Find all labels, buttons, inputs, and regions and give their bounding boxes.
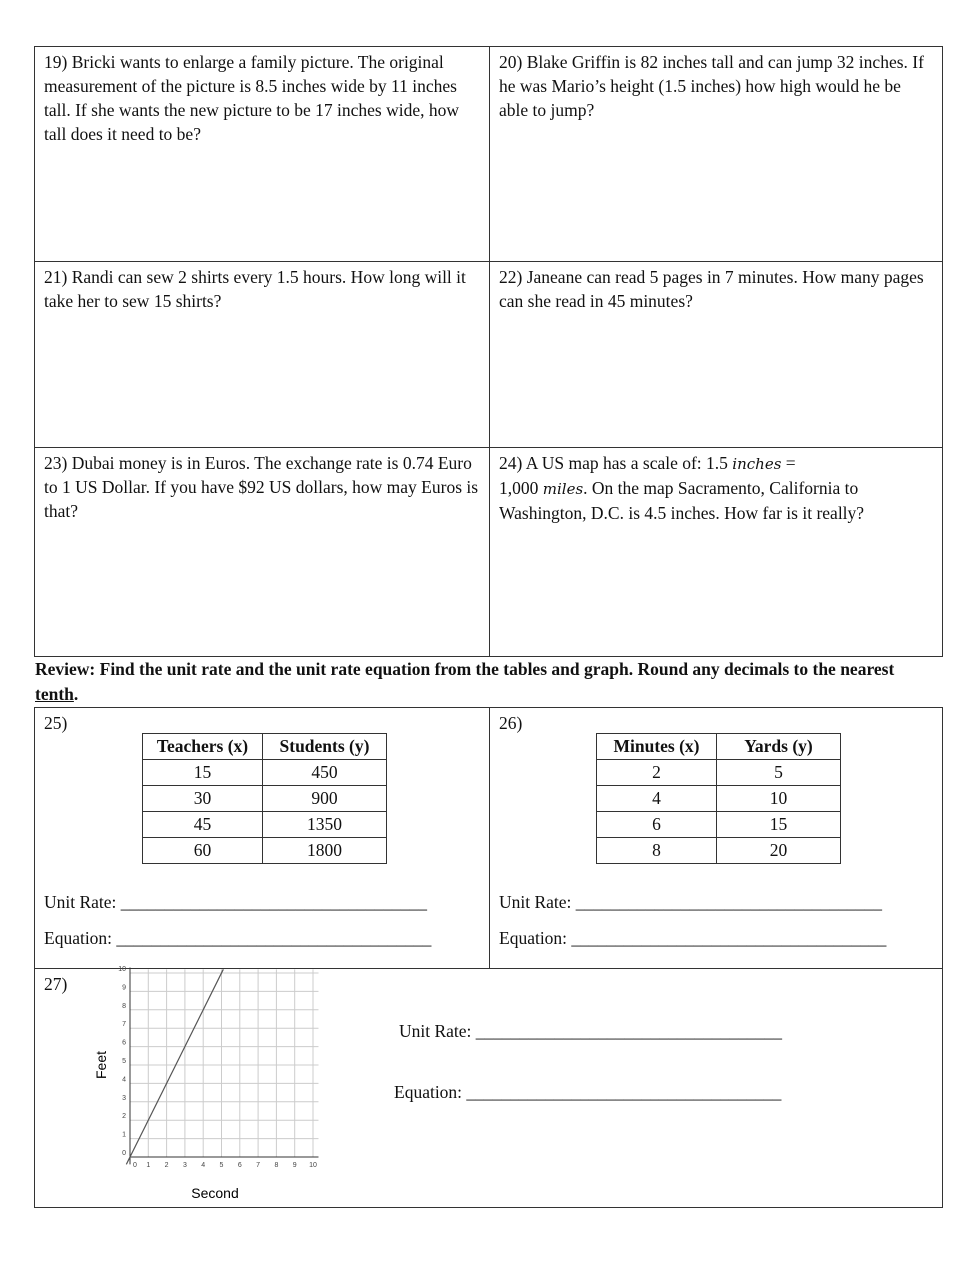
header: Yards (y) bbox=[717, 734, 841, 760]
problem-22 bbox=[489, 261, 943, 448]
cell: 30 bbox=[143, 786, 263, 812]
x-tick-label: 2 bbox=[164, 1162, 169, 1169]
cell: 450 bbox=[263, 760, 387, 786]
cell: 4 bbox=[597, 786, 717, 812]
p24b: 1,000 bbox=[499, 478, 543, 498]
x-tick-label: 3 bbox=[182, 1162, 187, 1169]
y-tick-label: 8 bbox=[122, 1002, 126, 1010]
p24-miles: miles bbox=[542, 480, 584, 498]
cell: 1350 bbox=[263, 812, 387, 838]
x-tick-label: 8 bbox=[274, 1162, 279, 1169]
problem-23 bbox=[34, 447, 490, 657]
series-line bbox=[126, 969, 223, 1164]
problem-19 bbox=[34, 46, 490, 262]
p25-equation[interactable]: Equation: ____________________________________ bbox=[44, 928, 432, 948]
p25-label: 25) bbox=[44, 713, 68, 733]
x-tick-label: 7 bbox=[256, 1162, 261, 1169]
x-tick-label: 4 bbox=[201, 1162, 206, 1169]
p27-unit-rate[interactable]: Unit Rate: ___________________________________ bbox=[399, 1021, 783, 1041]
cell: 8 bbox=[597, 838, 717, 864]
review-instructions bbox=[35, 657, 935, 707]
header: Students (y) bbox=[263, 734, 387, 760]
x-axis-label: Second bbox=[191, 1185, 239, 1201]
p26-unit-rate[interactable]: Unit Rate: ___________________________________ bbox=[499, 892, 883, 912]
review-underlined: tenth bbox=[35, 684, 74, 704]
y-tick-label: 9 bbox=[122, 984, 126, 992]
x-tick-label: 5 bbox=[219, 1162, 224, 1169]
p24c: . On the map Sacramento, California to Washington, D.C. is 4.5 inches. How far is it really? bbox=[499, 478, 865, 523]
review-end: . bbox=[73, 684, 79, 704]
p25-table bbox=[142, 733, 387, 864]
header: Minutes (x) bbox=[597, 734, 717, 760]
p24-eq: = bbox=[781, 453, 796, 473]
p24-inches: inches bbox=[732, 455, 782, 473]
cell: 900 bbox=[263, 786, 387, 812]
y-tick-label: 0 bbox=[122, 1150, 126, 1157]
problem-25 bbox=[34, 707, 490, 969]
problem-26 bbox=[489, 707, 943, 969]
cell: 45 bbox=[143, 812, 263, 838]
cell: 1800 bbox=[263, 838, 387, 864]
x-tick-label: 9 bbox=[292, 1162, 297, 1169]
header: Teachers (x) bbox=[143, 734, 263, 760]
problem-20 bbox=[489, 46, 943, 262]
p26-equation[interactable]: Equation: ____________________________________ bbox=[499, 928, 887, 948]
y-axis-label: Feet bbox=[93, 1050, 109, 1080]
cell: 15 bbox=[143, 760, 263, 786]
cell: 20 bbox=[717, 838, 841, 864]
p24a: 24) A US map has a scale of: 1.5 bbox=[499, 453, 733, 473]
problem-19-text: 19) Bricki wants to enlarge a family picture. The original measurement of the picture is 8.5 inches wide by 11 inches tall. If she wants the new picture to be 17 inches wide, how tall does it need to be? bbox=[44, 52, 460, 144]
problem-21 bbox=[34, 261, 490, 448]
p25-unit-rate[interactable]: Unit Rate: ___________________________________ bbox=[44, 892, 428, 912]
problem-20-text: 20) Blake Griffin is 82 inches tall and can jump 32 inches. If he was Mario’s height (1.5 inches) how high would he be able to jump? bbox=[499, 52, 924, 120]
cell: 6 bbox=[597, 812, 717, 838]
x-tick-label: 0 bbox=[133, 1162, 137, 1169]
x-tick-label: 10 bbox=[309, 1162, 317, 1169]
cell: 5 bbox=[717, 760, 841, 786]
cell: 60 bbox=[143, 838, 263, 864]
y-tick-label: 4 bbox=[122, 1076, 126, 1084]
cell: 2 bbox=[597, 760, 717, 786]
y-tick-label: 10 bbox=[118, 966, 126, 973]
problem-24 bbox=[489, 447, 943, 657]
y-tick-label: 3 bbox=[122, 1094, 126, 1102]
cell: 10 bbox=[717, 786, 841, 812]
p26-table bbox=[596, 733, 841, 864]
problem-22-text: 22) Janeane can read 5 pages in 7 minutes. How many pages can she read in 45 minutes? bbox=[499, 267, 924, 311]
p26-label: 26) bbox=[499, 713, 523, 733]
p27-label: 27) bbox=[44, 974, 68, 994]
cell: 15 bbox=[717, 812, 841, 838]
y-tick-label: 5 bbox=[122, 1058, 126, 1065]
y-tick-label: 1 bbox=[122, 1131, 126, 1139]
p27-equation[interactable]: Equation: ____________________________________ bbox=[394, 1082, 782, 1102]
x-tick-label: 6 bbox=[237, 1162, 242, 1169]
problem-21-text: 21) Randi can sew 2 shirts every 1.5 hours. How long will it take her to sew 15 shirts? bbox=[44, 267, 466, 311]
y-tick-label: 7 bbox=[122, 1021, 126, 1029]
x-tick-label: 1 bbox=[146, 1162, 151, 1169]
problem-23-text: 23) Dubai money is in Euros. The exchange rate is 0.74 Euro to 1 US Dollar. If you have $92 US dollars, how may Euros is that? bbox=[44, 453, 479, 521]
y-tick-label: 2 bbox=[122, 1113, 126, 1121]
y-tick-label: 6 bbox=[122, 1039, 126, 1047]
review-text: Review: Find the unit rate and the unit rate equation from the tables and graph. Round any decimals to the nearest bbox=[35, 659, 895, 679]
feet-vs-second-graph bbox=[80, 965, 330, 1205]
